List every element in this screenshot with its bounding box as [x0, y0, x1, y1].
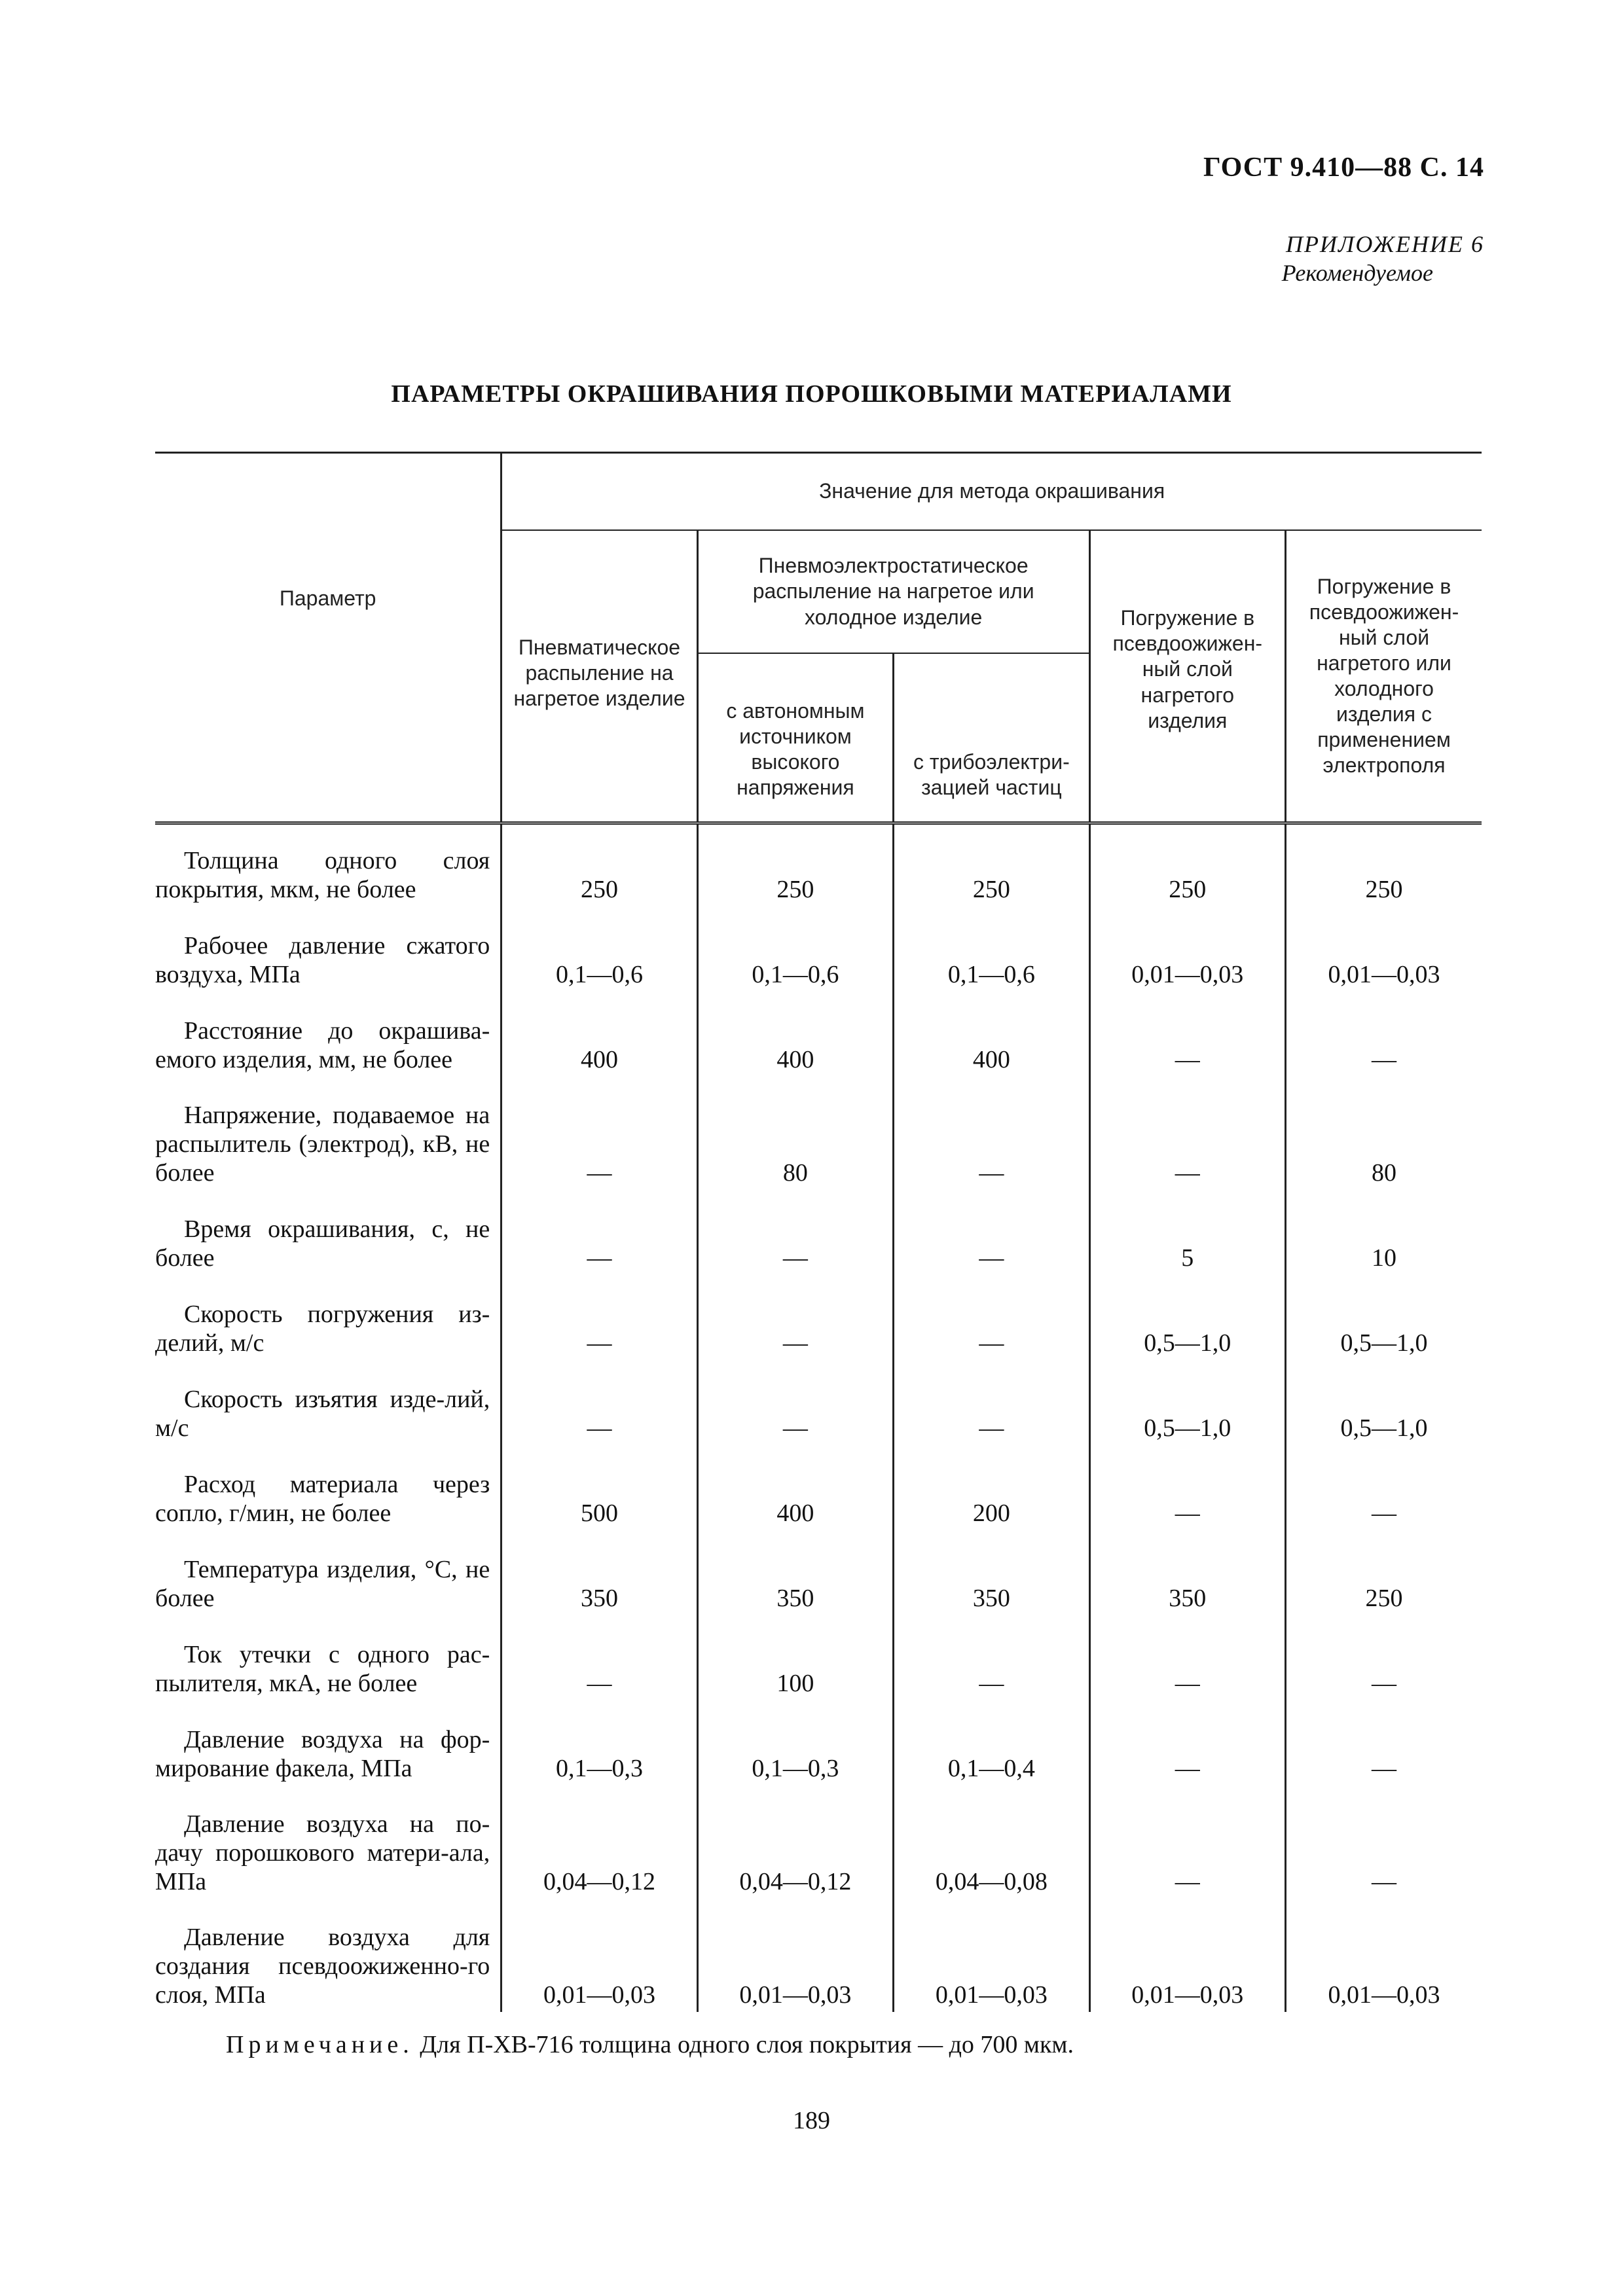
row-parameter: [155, 1275, 501, 1360]
table-row: [155, 1445, 1482, 1530]
row-value: 0,01—0,03: [1089, 1899, 1285, 2012]
row-value: —: [1089, 1077, 1285, 1190]
document-reference: ГОСТ 9.410—88 С. 14: [1203, 152, 1484, 183]
row-value: 0,5—1,0: [1286, 1275, 1482, 1360]
row-value: 5: [1089, 1190, 1285, 1275]
header-pneumatic-spray: Пневматическое распыление на нагретое изделие: [501, 530, 697, 823]
header-triboelectric: с трибоэлектри-зацией частиц: [894, 653, 1089, 823]
row-value: 0,04—0,12: [697, 1785, 893, 1899]
row-parameter-text: Давление воздуха на по-дачу порошкового матери-ала, МПа: [155, 1810, 490, 1895]
row-value: —: [1089, 992, 1285, 1077]
row-value: 0,01—0,03: [501, 1899, 697, 2012]
row-value: 0,1—0,6: [894, 906, 1089, 992]
row-value: 0,1—0,3: [697, 1700, 893, 1785]
header-pneumoelectrostatic-spray: Пневмоэлектростатическое распыление на нагретое или холодное изделие: [697, 530, 1089, 653]
row-value: —: [1089, 1615, 1285, 1700]
row-value: 500: [501, 1445, 697, 1530]
row-parameter-text: Рабочее давление сжатого воздуха, МПа: [155, 932, 490, 988]
appendix-number: ПРИЛОЖЕНИЕ 6: [1286, 231, 1484, 257]
row-value: —: [894, 1077, 1089, 1190]
row-parameter-text: Расстояние до окрашива-емого изделия, мм, не более: [155, 1017, 490, 1073]
row-value: —: [501, 1275, 697, 1360]
note-label: Примечание.: [226, 2031, 414, 2058]
row-parameter: [155, 1530, 501, 1615]
row-parameter-text: Температура изделия, °С, не более: [155, 1556, 490, 1612]
table-body: [155, 823, 1482, 2013]
row-parameter: [155, 1360, 501, 1445]
header-autonomous-source: с автономным источником высокого напряжения: [697, 653, 893, 823]
table-row: [155, 1190, 1482, 1275]
row-value: 250: [501, 823, 697, 907]
row-value: 250: [894, 823, 1089, 907]
row-value: —: [697, 1190, 893, 1275]
row-value: 0,1—0,4: [894, 1700, 1089, 1785]
table-note: [226, 2030, 1074, 2059]
table-row: [155, 1899, 1482, 2012]
row-value: —: [894, 1275, 1089, 1360]
row-value: 0,5—1,0: [1089, 1275, 1285, 1360]
table-header: [155, 453, 1482, 823]
table-row: [155, 992, 1482, 1077]
row-value: 0,04—0,12: [501, 1785, 697, 1899]
row-value: 0,1—0,6: [501, 906, 697, 992]
row-value: —: [1286, 1445, 1482, 1530]
table-row: [155, 1077, 1482, 1190]
row-value: 350: [697, 1530, 893, 1615]
table-row: [155, 1275, 1482, 1360]
row-parameter: [155, 1077, 501, 1190]
page-number: 189: [793, 2107, 830, 2134]
row-value: 0,01—0,03: [1089, 906, 1285, 992]
parameters-table-container: [155, 452, 1482, 2012]
row-parameter: [155, 823, 501, 907]
row-value: 400: [894, 992, 1089, 1077]
row-value: 400: [501, 992, 697, 1077]
note-text: Для П-ХВ-716 толщина одного слоя покрытия — до 700 мкм.: [420, 2031, 1074, 2058]
table-row: [155, 1530, 1482, 1615]
parameters-table: [155, 452, 1482, 2012]
row-parameter-text: Ток утечки с одного рас-пылителя, мкА, не более: [155, 1641, 490, 1697]
row-parameter-text: Скорость изъятия изде-лий, м/с: [155, 1386, 490, 1442]
row-value: 0,01—0,03: [1286, 906, 1482, 992]
row-value: —: [501, 1077, 697, 1190]
header-fluidized-bed-heated: Погружение в псевдоожижен-ный слой нагретого изделия: [1089, 530, 1285, 823]
row-parameter: [155, 1190, 501, 1275]
appendix-type: Рекомендуемое: [1281, 260, 1433, 286]
row-value: —: [697, 1360, 893, 1445]
row-parameter: [155, 1899, 501, 2012]
row-value: 350: [894, 1530, 1089, 1615]
row-value: 200: [894, 1445, 1089, 1530]
row-value: 0,1—0,6: [697, 906, 893, 992]
row-value: 400: [697, 992, 893, 1077]
row-parameter-text: Расход материала через сопло, г/мин, не более: [155, 1471, 490, 1527]
row-value: —: [501, 1615, 697, 1700]
row-parameter-text: Толщина одного слоя покрытия, мкм, не более: [155, 847, 490, 903]
table-row: [155, 906, 1482, 992]
row-value: 80: [697, 1077, 893, 1190]
row-parameter-text: Давление воздуха на фор-мирование факела, МПа: [155, 1726, 490, 1782]
row-value: 0,01—0,03: [894, 1899, 1089, 2012]
row-value: —: [894, 1615, 1089, 1700]
row-value: 0,5—1,0: [1089, 1360, 1285, 1445]
row-parameter-text: Напряжение, подаваемое на распылитель (электрод), кВ, не более: [155, 1102, 490, 1187]
row-value: 0,04—0,08: [894, 1785, 1089, 1899]
row-value: —: [1089, 1445, 1285, 1530]
row-parameter-text: Давление воздуха для создания псевдоожиженно-го слоя, МПа: [155, 1924, 490, 2009]
row-value: 350: [1089, 1530, 1285, 1615]
header-parameter: Параметр: [155, 453, 501, 823]
row-value: 0,01—0,03: [1286, 1899, 1482, 2012]
table-title: ПАРАМЕТРЫ ОКРАШИВАНИЯ ПОРОШКОВЫМИ МАТЕРИАЛАМИ: [391, 380, 1232, 408]
row-value: —: [894, 1360, 1089, 1445]
row-value: 400: [697, 1445, 893, 1530]
row-value: —: [1286, 1785, 1482, 1899]
table-row: [155, 1785, 1482, 1899]
row-value: 250: [1286, 823, 1482, 907]
header-fluidized-bed-electric-field: Погружение в псевдоожижен-ный слой нагретого или холодного изделия с применением электрополя: [1286, 530, 1482, 823]
header-method-group: Значение для метода окрашивания: [501, 453, 1482, 531]
row-value: —: [501, 1190, 697, 1275]
table-row: [155, 1615, 1482, 1700]
row-parameter: [155, 1700, 501, 1785]
row-parameter: [155, 1615, 501, 1700]
table-row: [155, 1360, 1482, 1445]
row-value: 250: [1286, 1530, 1482, 1615]
row-value: —: [1286, 1700, 1482, 1785]
row-value: —: [894, 1190, 1089, 1275]
row-value: 0,01—0,03: [697, 1899, 893, 2012]
row-parameter-text: Время окрашивания, с, не более: [155, 1215, 490, 1272]
row-value: 10: [1286, 1190, 1482, 1275]
row-value: —: [1286, 1615, 1482, 1700]
table-row: [155, 1700, 1482, 1785]
row-value: 100: [697, 1615, 893, 1700]
row-parameter: [155, 1785, 501, 1899]
row-parameter: [155, 1445, 501, 1530]
row-parameter: [155, 992, 501, 1077]
row-value: 80: [1286, 1077, 1482, 1190]
row-value: —: [1089, 1785, 1285, 1899]
table-row: [155, 823, 1482, 907]
row-value: 250: [1089, 823, 1285, 907]
row-value: 250: [697, 823, 893, 907]
row-value: —: [1089, 1700, 1285, 1785]
row-parameter: [155, 906, 501, 992]
row-value: 350: [501, 1530, 697, 1615]
row-value: —: [501, 1360, 697, 1445]
row-value: —: [1286, 992, 1482, 1077]
row-value: —: [697, 1275, 893, 1360]
row-parameter-text: Скорость погружения из-делий, м/с: [155, 1300, 490, 1357]
row-value: 0,5—1,0: [1286, 1360, 1482, 1445]
row-value: 0,1—0,3: [501, 1700, 697, 1785]
